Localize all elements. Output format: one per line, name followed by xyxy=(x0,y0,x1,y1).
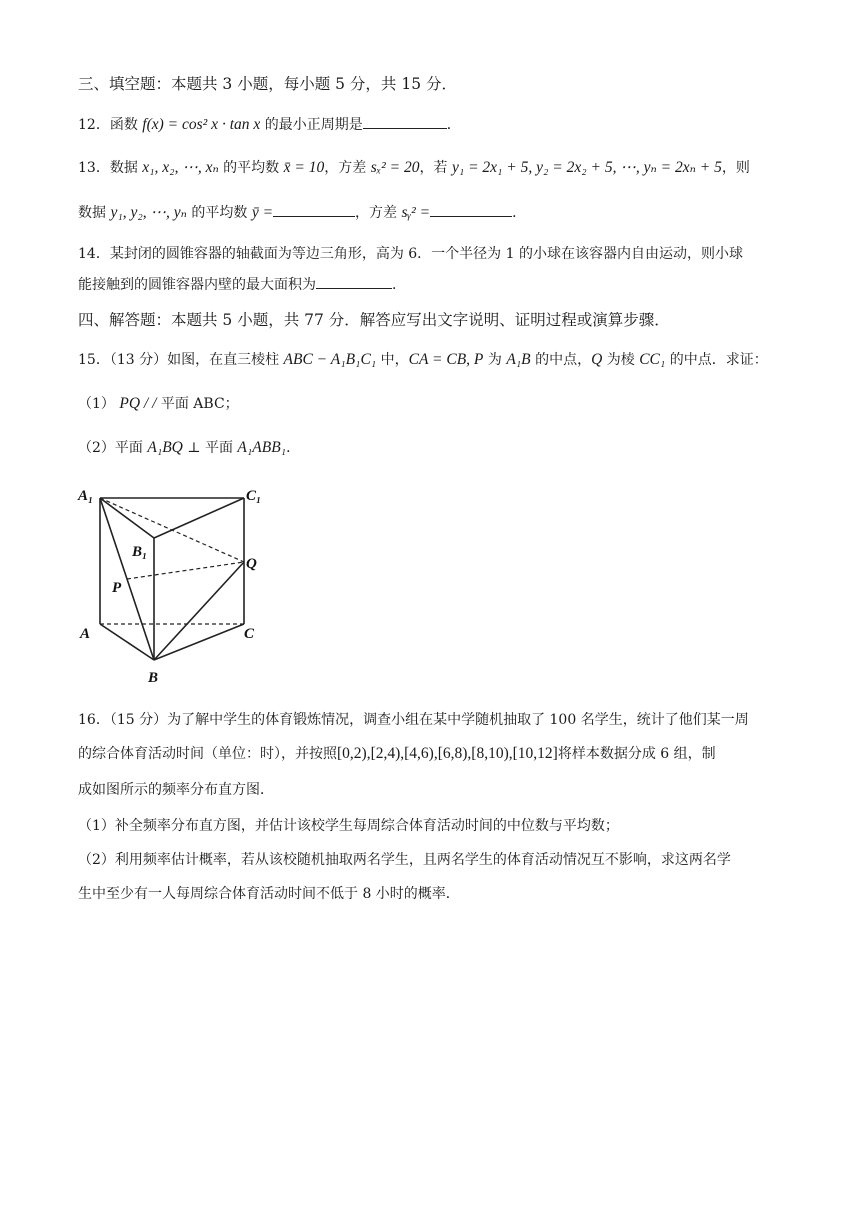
answer-blank[interactable] xyxy=(363,114,447,129)
prism-figure xyxy=(76,484,272,690)
label-b: B xyxy=(148,670,159,686)
question-number: 13． xyxy=(78,160,110,176)
question-number: 12． xyxy=(78,117,110,133)
label-q: Q xyxy=(246,556,257,572)
label-c: C xyxy=(244,626,255,642)
answer-blank-variance[interactable] xyxy=(430,202,512,217)
label-a: A xyxy=(80,626,91,642)
answer-blank[interactable] xyxy=(316,274,392,289)
question-16-line-3: 成如图所示的频率分布直方图． xyxy=(78,782,274,798)
question-15-part-2: （2）平面 A₁BQ ⊥ 平面 A₁ABB₁． xyxy=(78,439,301,456)
section-fill-in-header: 三、填空题：本题共 3 小题，每小题 5 分，共 15 分． xyxy=(78,75,458,93)
edge-a-b xyxy=(100,624,154,660)
label-p: P xyxy=(112,580,122,596)
prism-diagram xyxy=(76,484,272,690)
question-15: 15．（13 分）如图，在直三棱柱 ABC − A₁B₁C₁ 中，CA = CB, P 为 A₁B 的中点，Q 为棱 CC₁ 的中点．求证： xyxy=(78,351,768,368)
segment-q-b xyxy=(154,562,244,660)
question-13: 13．数据 x₁, x₂, ⋯, xₙ 的平均数 x̄ = 10，方差 sₓ² = 20，若 y₁ = 2x₁ + 5, y₂ = 2x₂ + 5, ⋯, yₙ = 2xₙ + 5，则 xyxy=(78,159,750,176)
question-12: 12．函数 f(x) = cos² x · tan x 的最小正周期是 ． xyxy=(78,116,461,133)
question-14-line-2: 能接触到的圆锥容器内壁的最大面积为 ． xyxy=(78,274,406,295)
question-16-part-2: （2）利用频率估计概率，若从该校随机抽取两名学生，且两名学生的体育活动情况互不影响，求这两名学 xyxy=(78,852,731,868)
formula: f(x) = cos² x · tan x xyxy=(142,116,261,133)
label-a1: A₁ xyxy=(78,488,94,504)
label-c1: C₁ xyxy=(246,488,262,504)
question-13-line-2: 数据 y₁, y₂, ⋯, yₙ 的平均数 ȳ = ，方差 sᵧ² = ． xyxy=(78,204,527,221)
answer-blank-mean[interactable] xyxy=(273,202,355,217)
edge-c1-b1 xyxy=(154,498,244,538)
question-16: 16．（15 分）为了解中学生的体育锻炼情况，调查小组在某中学随机抽取了 100 名学生，统计了他们某一周 xyxy=(78,712,749,728)
interval-list: [0,2),[2,4),[4,6),[6,8),[8,10),[10,12] xyxy=(337,745,558,762)
section-answer-header: 四、解答题：本题共 5 小题，共 77 分．解答应写出文字说明、证明过程或演算步骤． xyxy=(78,311,670,329)
segment-p-q xyxy=(127,562,244,579)
question-16-part-1: （1）补全频率分布直方图，并估计该校学生每周综合体育活动时间的中位数与平均数； xyxy=(78,818,619,834)
question-15-part-1: （1） PQ / / 平面 ABC； xyxy=(78,395,239,412)
question-16-part-2-line-2: 生中至少有一人每周综合体育活动时间不低于 8 小时的概率． xyxy=(78,886,460,902)
label-b1: B₁ xyxy=(132,544,148,560)
question-14: 14．某封闭的圆锥容器的轴截面为等边三角形，高为 6．一个半径为 1 的小球在该容器内自由运动，则小球 xyxy=(78,246,743,262)
question-16-line-2: 的综合体育活动时间（单位：时），并按照[0,2),[2,4),[4,6),[6,8),[8,10),[10,12]将样本数据分成 6 组，制 xyxy=(78,745,716,762)
edge-c-b xyxy=(154,624,244,660)
